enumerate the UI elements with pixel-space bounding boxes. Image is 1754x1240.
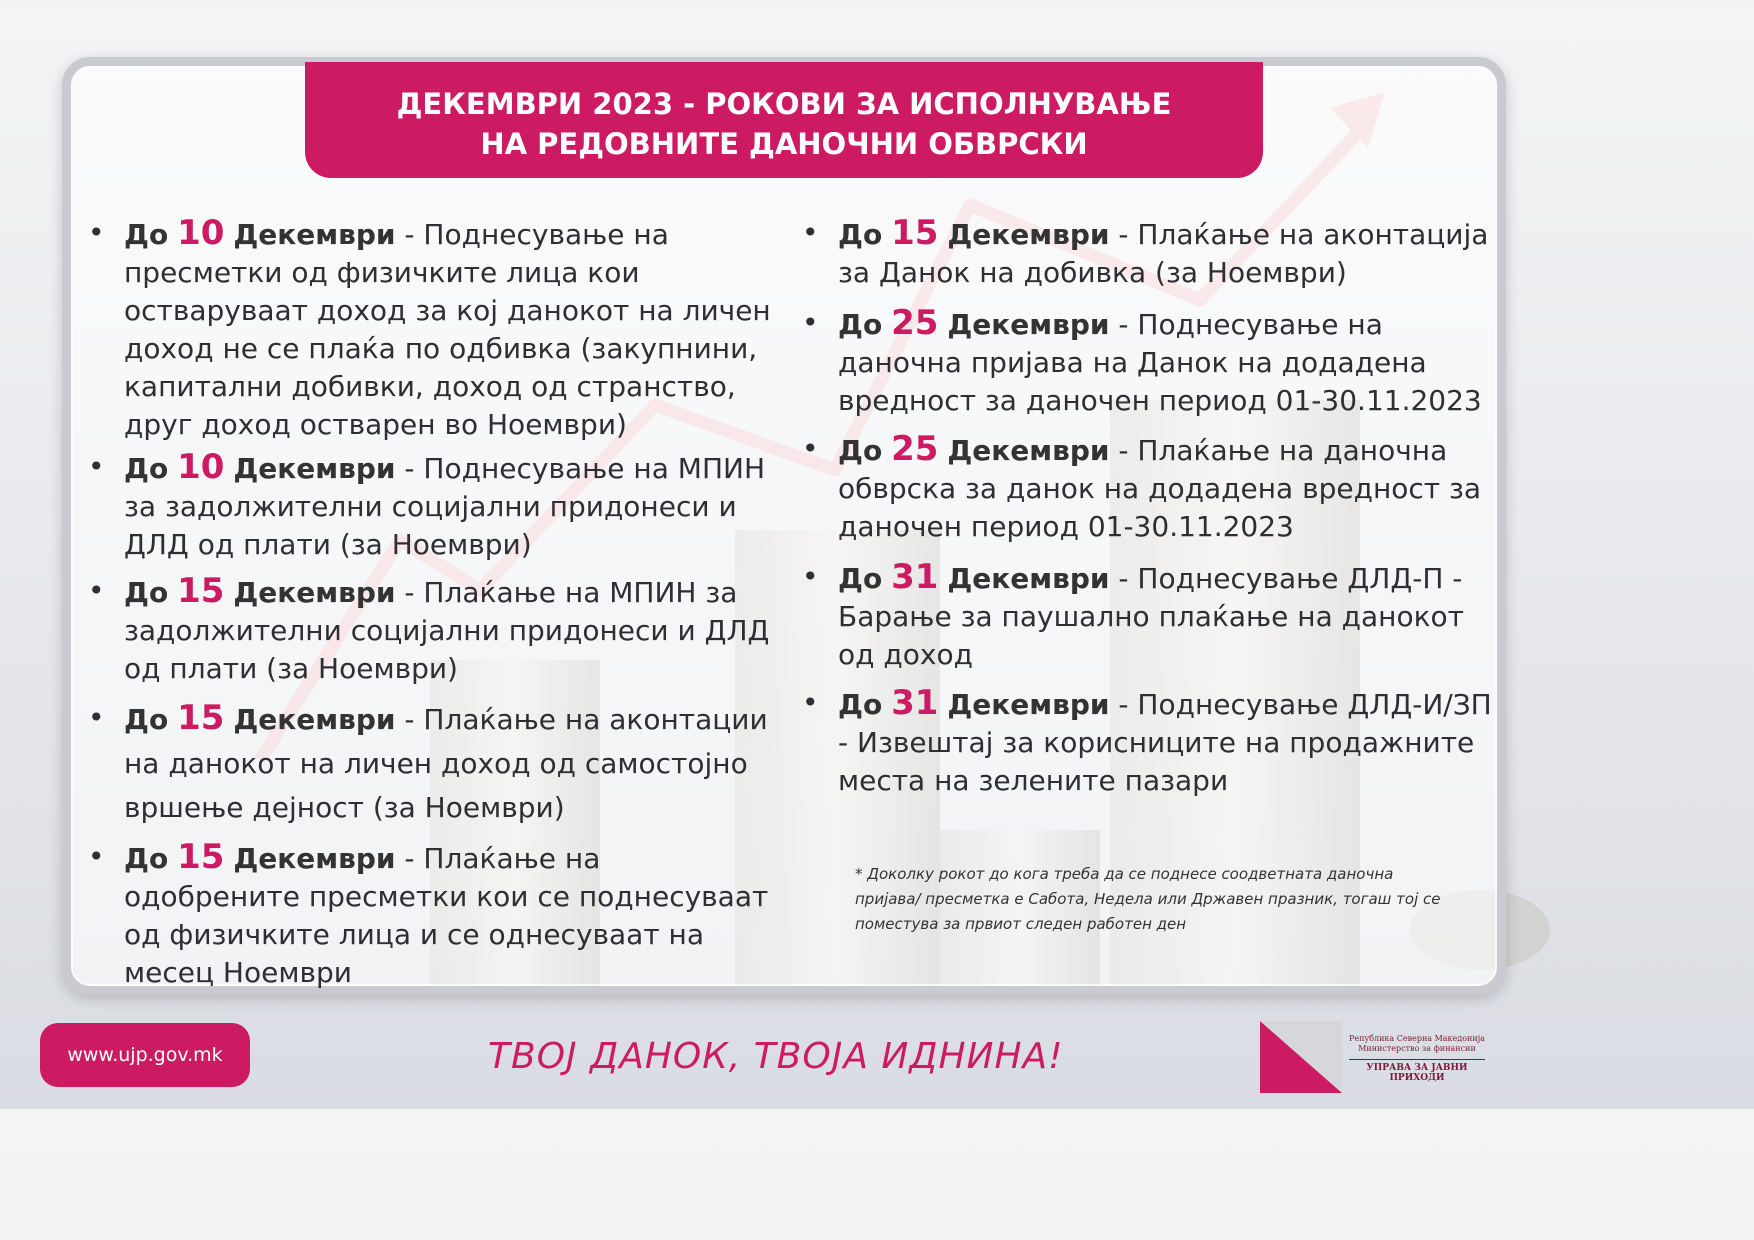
list-item bbox=[802, 214, 1492, 292]
bullet: • bbox=[802, 560, 819, 593]
deadline-month: Декември bbox=[233, 576, 396, 609]
deadline-day: 15 bbox=[177, 837, 225, 877]
deadline-day: 10 bbox=[177, 447, 225, 487]
deadline-list-right bbox=[802, 214, 1492, 800]
list-item bbox=[88, 448, 778, 564]
deadline-day: 31 bbox=[891, 557, 939, 597]
deadline-month: Декември bbox=[233, 842, 396, 875]
deadline-month: Декември bbox=[947, 688, 1110, 721]
bullet: • bbox=[802, 686, 819, 719]
deadline-day: 15 bbox=[177, 571, 225, 611]
deadline-description: - Поднесување на даночна пријава на Данок на додадена вредност за даночен период 01-30.11.2023 bbox=[838, 308, 1482, 417]
bullet: • bbox=[88, 840, 105, 873]
deadline-month: Декември bbox=[233, 703, 396, 736]
deadline-month: Декември bbox=[947, 218, 1110, 251]
deadline-prefix: До bbox=[124, 576, 169, 609]
deadline-day: 10 bbox=[177, 213, 225, 253]
deadline-day: 15 bbox=[891, 213, 939, 253]
deadline-description: - Плаќање на аконтации на данокот на личен доход од самостојно вршење дејност (за Ноември) bbox=[124, 703, 768, 824]
deadline-day: 25 bbox=[891, 303, 939, 343]
list-item bbox=[802, 304, 1492, 420]
deadline-description: - Поднесување на МПИН за задолжителни социјални придонеси и ДЛД од плати (за Ноември) bbox=[124, 452, 765, 561]
deadline-list-left bbox=[88, 214, 778, 992]
bullet: • bbox=[88, 701, 105, 734]
ujp-logo-icon bbox=[1260, 1021, 1342, 1093]
deadline-prefix: До bbox=[124, 452, 169, 485]
deadline-description: - Поднесување на пресметки од физичките лица кои остваруваат доход за кој данокот на личен доход не се плаќа по одбивка (закупнини, капитални добивки, доход од странство, друг доход остварен во Ноември) bbox=[124, 218, 771, 441]
list-item bbox=[88, 572, 778, 688]
deadline-description: - Поднесување ДЛД-П - Барање за паушално плаќање на данокот од доход bbox=[838, 562, 1464, 671]
deadline-description: - Плаќање на аконтација за Данок на добивка (за Ноември) bbox=[838, 218, 1489, 289]
list-item bbox=[88, 214, 778, 444]
deadline-day: 15 bbox=[177, 698, 225, 738]
title-line-2: НА РЕДОВНИТЕ ДАНОЧНИ ОБВРСКИ bbox=[480, 127, 1088, 161]
logo-line-2: Министерство за финансии bbox=[1358, 1044, 1476, 1053]
website-link[interactable]: www.ujp.gov.mk bbox=[40, 1023, 250, 1087]
deadline-prefix: До bbox=[838, 308, 883, 341]
deadline-prefix: До bbox=[124, 842, 169, 875]
deadline-prefix: До bbox=[838, 434, 883, 467]
deadline-prefix: До bbox=[838, 218, 883, 251]
deadline-month: Декември bbox=[947, 308, 1110, 341]
deadline-description: - Плаќање на даночна обврска за данок на додадена вредност за даночен период 01-30.11.2023 bbox=[838, 434, 1482, 543]
deadline-description: - Плаќање на одобрените пресметки кои се поднесуваат од физичките лица и се однесуваат на месец Ноември bbox=[124, 842, 769, 989]
deadline-month: Декември bbox=[233, 218, 396, 251]
bullet: • bbox=[88, 574, 105, 607]
deadline-prefix: До bbox=[124, 218, 169, 251]
footnote: * Доколку рокот до кога треба да се поднесе соодветната даночна пријава/ пресметка е Сабота, Недела или Државен празник, тогаш тој се поместува за првиот следен работен ден bbox=[855, 865, 1441, 933]
bullet: • bbox=[802, 432, 819, 465]
slogan: ТВОЈ ДАНОК, ТВОЈА ИДНИНА! bbox=[488, 1036, 1064, 1077]
bullet: • bbox=[802, 216, 819, 249]
deadline-prefix: До bbox=[838, 562, 883, 595]
deadline-day: 25 bbox=[891, 429, 939, 469]
list-item bbox=[88, 696, 778, 830]
ujp-logo-text bbox=[1349, 1034, 1485, 1083]
deadline-description: - Плаќање на МПИН за задолжителни социјални придонеси и ДЛД од плати (за Ноември) bbox=[124, 576, 770, 685]
bullet: • bbox=[88, 216, 105, 249]
list-item bbox=[88, 838, 778, 992]
deadline-day: 31 bbox=[891, 683, 939, 723]
deadline-month: Декември bbox=[947, 434, 1110, 467]
list-item bbox=[802, 558, 1492, 674]
page-title bbox=[305, 62, 1263, 178]
deadline-prefix: До bbox=[124, 703, 169, 736]
deadline-description: - Поднесување ДЛД-И/ЗП - Извештај за корисниците на продажните места на зелените пазари bbox=[838, 688, 1492, 797]
logo-line-1: Република Северна Македонија bbox=[1349, 1034, 1485, 1043]
deadline-month: Декември bbox=[233, 452, 396, 485]
deadline-month: Декември bbox=[947, 562, 1110, 595]
bullet: • bbox=[802, 306, 819, 339]
bullet: • bbox=[88, 450, 105, 483]
list-item bbox=[802, 684, 1492, 800]
title-line-1: ДЕКЕМВРИ 2023 - РОКОВИ ЗА ИСПОЛНУВАЊЕ bbox=[396, 87, 1172, 121]
list-item bbox=[802, 430, 1492, 546]
deadline-prefix: До bbox=[838, 688, 883, 721]
logo-line-3: УПРАВА ЗА ЈАВНИ ПРИХОДИ bbox=[1349, 1059, 1485, 1083]
